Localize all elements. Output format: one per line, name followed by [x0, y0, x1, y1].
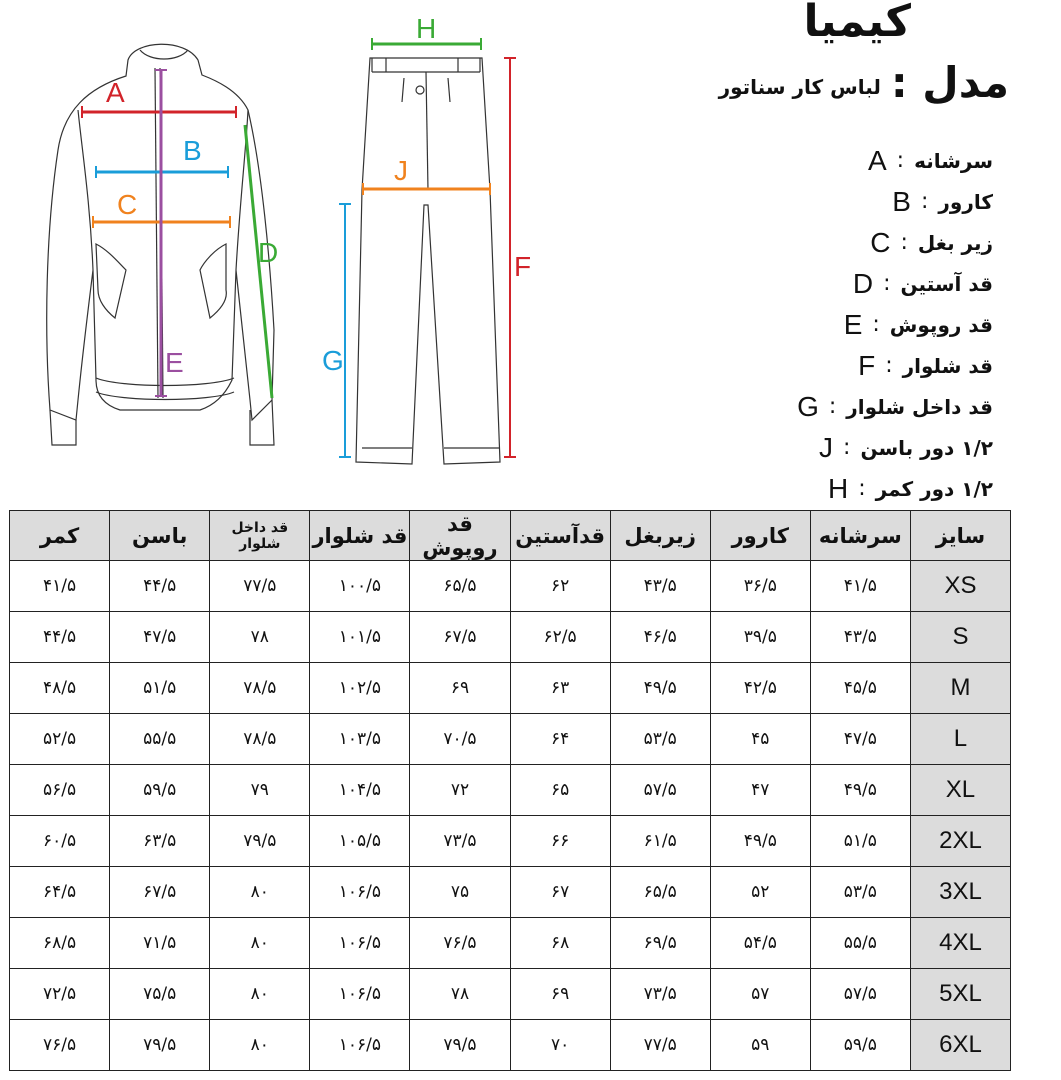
measurement-cell: ۶۴	[510, 714, 610, 765]
size-cell: 3XL	[910, 867, 1010, 918]
measurement-cell: ۴۹/۵	[610, 663, 710, 714]
measurement-cell: ۶۸/۵	[10, 918, 110, 969]
measurement-cell: ۷۶/۵	[10, 1020, 110, 1071]
legend-name: قد روپوش	[889, 312, 993, 337]
table-row	[10, 816, 1011, 867]
table-row	[10, 1020, 1011, 1071]
model-value: لباس کار سناتور	[718, 75, 881, 99]
measurement-cell: ۴۵/۵	[810, 663, 910, 714]
measurement-cell: ۶۴/۵	[10, 867, 110, 918]
column-header: کمر	[10, 511, 110, 561]
legend-colon: :	[896, 148, 905, 173]
measurement-cell: ۵۹	[710, 1020, 810, 1071]
legend-colon: :	[858, 476, 866, 501]
measurement-cell: ۸۰	[210, 867, 310, 918]
legend-item	[693, 386, 993, 427]
measurement-cell: ۸۰	[210, 969, 310, 1020]
size-cell: S	[910, 612, 1010, 663]
legend-item	[693, 263, 993, 304]
measurement-cell: ۵۴/۵	[710, 918, 810, 969]
measurement-cell: ۴۷	[710, 765, 810, 816]
legend-letter: E	[843, 308, 863, 340]
measurement-cell: ۸۰	[210, 1020, 310, 1071]
legend-item	[693, 345, 993, 386]
table-row	[10, 612, 1011, 663]
legend-colon: :	[883, 271, 891, 296]
measurement-cell: ۷۲/۵	[10, 969, 110, 1020]
size-cell: XL	[910, 765, 1010, 816]
legend-colon: :	[872, 312, 880, 337]
measurement-cell: ۶۸	[510, 918, 610, 969]
measurement-cell: ۴۳/۵	[810, 612, 910, 663]
measurement-cell: ۴۴/۵	[110, 561, 210, 612]
legend-letter: F	[858, 349, 876, 381]
measurement-cell: ۶۵/۵	[410, 561, 510, 612]
legend-item	[693, 468, 993, 509]
size-table	[9, 510, 1011, 1071]
measurement-cell: ۶۵/۵	[610, 867, 710, 918]
legend-colon: :	[843, 435, 851, 460]
legend-name: ۱/۲ دور کمر	[875, 476, 993, 501]
measurement-cell: ۶۰/۵	[10, 816, 110, 867]
label-a: A	[106, 77, 125, 108]
size-cell: M	[910, 663, 1010, 714]
legend-name: قد داخل شلوار	[846, 394, 993, 419]
measurement-cell: ۵۹/۵	[810, 1020, 910, 1071]
measurement-cell: ۱۰۴/۵	[310, 765, 410, 816]
legend-letter: D	[852, 267, 874, 299]
measurement-cell: ۴۷/۵	[810, 714, 910, 765]
label-e: E	[165, 347, 184, 378]
measurement-cell: ۷۰/۵	[410, 714, 510, 765]
measurement-cell: ۳۶/۵	[710, 561, 810, 612]
measurement-cell: ۷۸/۵	[210, 714, 310, 765]
measurement-cell: ۵۷	[710, 969, 810, 1020]
column-header: سرشانه	[810, 511, 910, 561]
label-f: F	[514, 251, 532, 282]
size-cell: 5XL	[910, 969, 1010, 1020]
label-d: D	[258, 237, 279, 268]
column-header: قدآستین	[510, 511, 610, 561]
legend-item	[693, 181, 993, 222]
size-cell: 4XL	[910, 918, 1010, 969]
measurement-cell: ۵۷/۵	[810, 969, 910, 1020]
measurement-cell: ۵۱/۵	[810, 816, 910, 867]
measurement-cell: ۱۰۶/۵	[310, 918, 410, 969]
measurement-cell: ۴۳/۵	[610, 561, 710, 612]
measurement-cell: ۶۲	[510, 561, 610, 612]
measurement-cell: ۵۶/۵	[10, 765, 110, 816]
legend-name: زیر بغل	[917, 230, 993, 255]
measurement-cell: ۵۹/۵	[110, 765, 210, 816]
measurement-cell: ۵۲	[710, 867, 810, 918]
legend-letter: G	[797, 390, 819, 422]
measurement-cell: ۴۹/۵	[810, 765, 910, 816]
legend-letter: B	[892, 185, 911, 217]
measurement-cell: ۴۱/۵	[10, 561, 110, 612]
measurement-cell: ۱۰۱/۵	[310, 612, 410, 663]
legend-name: قد شلوار	[902, 353, 993, 378]
column-header: قد داخل شلوار	[210, 511, 310, 561]
legend-letter: A	[867, 144, 887, 176]
measurement-cell: ۴۲/۵	[710, 663, 810, 714]
size-cell: XS	[910, 561, 1010, 612]
measurement-cell: ۵۳/۵	[610, 714, 710, 765]
measurement-cell: ۷۰	[510, 1020, 610, 1071]
table-row	[10, 867, 1011, 918]
label-c: C	[117, 189, 138, 220]
measurement-cell: ۴۹/۵	[710, 816, 810, 867]
measurement-cell: ۶۷/۵	[110, 867, 210, 918]
measurement-cell: ۷۵/۵	[110, 969, 210, 1020]
model-line	[719, 58, 1009, 107]
measurement-cell: ۶۲/۵	[510, 612, 610, 663]
measurement-cell: ۶۵	[510, 765, 610, 816]
measurement-cell: ۴۵	[710, 714, 810, 765]
legend-colon: :	[885, 353, 893, 378]
measurement-cell: ۱۰۳/۵	[310, 714, 410, 765]
measurement-cell: ۱۰۶/۵	[310, 969, 410, 1020]
measurement-cell: ۳۹/۵	[710, 612, 810, 663]
measurement-cell: ۴۶/۵	[610, 612, 710, 663]
column-header: قد شلوار	[310, 511, 410, 561]
measurement-cell: ۷۵	[410, 867, 510, 918]
measurement-cell: ۷۹	[210, 765, 310, 816]
measurement-cell: ۵۱/۵	[110, 663, 210, 714]
measurement-cell: ۴۱/۵	[810, 561, 910, 612]
legend-letter: J	[819, 431, 834, 463]
table-row	[10, 765, 1011, 816]
legend-colon: :	[828, 394, 837, 419]
measurement-cell: ۶۹/۵	[610, 918, 710, 969]
garment-diagram	[0, 0, 560, 500]
legend-item	[693, 304, 993, 345]
measurement-cell: ۷۳/۵	[410, 816, 510, 867]
brand-title: کیمیا	[803, 0, 911, 47]
legend-letter: C	[870, 226, 891, 258]
measurement-cell: ۶۹	[510, 969, 610, 1020]
measurement-cell: ۶۹	[410, 663, 510, 714]
measurement-cell: ۷۸	[210, 612, 310, 663]
measurement-cell: ۶۷	[510, 867, 610, 918]
label-j: J	[394, 155, 408, 186]
size-cell: 6XL	[910, 1020, 1010, 1071]
measurement-cell: ۵۷/۵	[610, 765, 710, 816]
measurement-cell: ۵۳/۵	[810, 867, 910, 918]
measurement-cell: ۷۳/۵	[610, 969, 710, 1020]
measurement-cell: ۴۸/۵	[10, 663, 110, 714]
measurement-cell: ۷۹/۵	[110, 1020, 210, 1071]
measurement-legend	[693, 140, 993, 509]
measurement-cell: ۶۳	[510, 663, 610, 714]
column-header: قد روپوش	[410, 511, 510, 561]
measurement-cell: ۵۵/۵	[110, 714, 210, 765]
measurement-cell: ۵۲/۵	[10, 714, 110, 765]
label-b: B	[183, 135, 202, 166]
measurement-cell: ۱۰۶/۵	[310, 867, 410, 918]
column-header: کارور	[710, 511, 810, 561]
table-row	[10, 969, 1011, 1020]
column-header: زیربغل	[610, 511, 710, 561]
measurement-cell: ۱۰۶/۵	[310, 1020, 410, 1071]
label-g: G	[322, 345, 344, 376]
legend-item	[693, 427, 993, 468]
measurement-cell: ۷۷/۵	[210, 561, 310, 612]
measurement-cell: ۷۷/۵	[610, 1020, 710, 1071]
table-row	[10, 561, 1011, 612]
measurement-cell: ۶۳/۵	[110, 816, 210, 867]
measurement-cell: ۷۹/۵	[210, 816, 310, 867]
legend-colon: :	[920, 189, 929, 214]
measurement-cell: ۴۷/۵	[110, 612, 210, 663]
label-h: H	[416, 13, 437, 44]
measurement-cell: ۷۸	[410, 969, 510, 1020]
table-row	[10, 663, 1011, 714]
measurement-cell: ۷۸/۵	[210, 663, 310, 714]
measurement-cell: ۱۰۵/۵	[310, 816, 410, 867]
model-label: مدل :	[890, 58, 1009, 107]
table-row	[10, 918, 1011, 969]
legend-colon: :	[900, 230, 908, 255]
measurement-cell: ۱۰۲/۵	[310, 663, 410, 714]
legend-name: سرشانه	[914, 148, 993, 173]
measurement-cell: ۷۲	[410, 765, 510, 816]
measurement-cell: ۴۴/۵	[10, 612, 110, 663]
legend-name: کارور	[938, 189, 993, 214]
legend-item	[693, 140, 993, 181]
column-header: باسن	[110, 511, 210, 561]
table-header-row	[10, 511, 1011, 561]
measurement-cell: ۷۶/۵	[410, 918, 510, 969]
measurement-cell: ۵۵/۵	[810, 918, 910, 969]
column-header: سایز	[910, 511, 1010, 561]
measurement-cell: ۶۱/۵	[610, 816, 710, 867]
measurement-cell: ۶۶	[510, 816, 610, 867]
pants-illustration	[356, 58, 500, 464]
measurement-cell: ۷۹/۵	[410, 1020, 510, 1071]
size-cell: 2XL	[910, 816, 1010, 867]
measurement-cell: ۶۷/۵	[410, 612, 510, 663]
measurement-cell: ۱۰۰/۵	[310, 561, 410, 612]
measurement-cell: ۸۰	[210, 918, 310, 969]
legend-name: قد آستین	[900, 271, 993, 296]
measurement-cell: ۷۱/۵	[110, 918, 210, 969]
size-cell: L	[910, 714, 1010, 765]
legend-name: ۱/۲ دور باسن	[860, 435, 993, 460]
table-row	[10, 714, 1011, 765]
legend-item	[693, 222, 993, 263]
legend-letter: H	[828, 472, 849, 504]
